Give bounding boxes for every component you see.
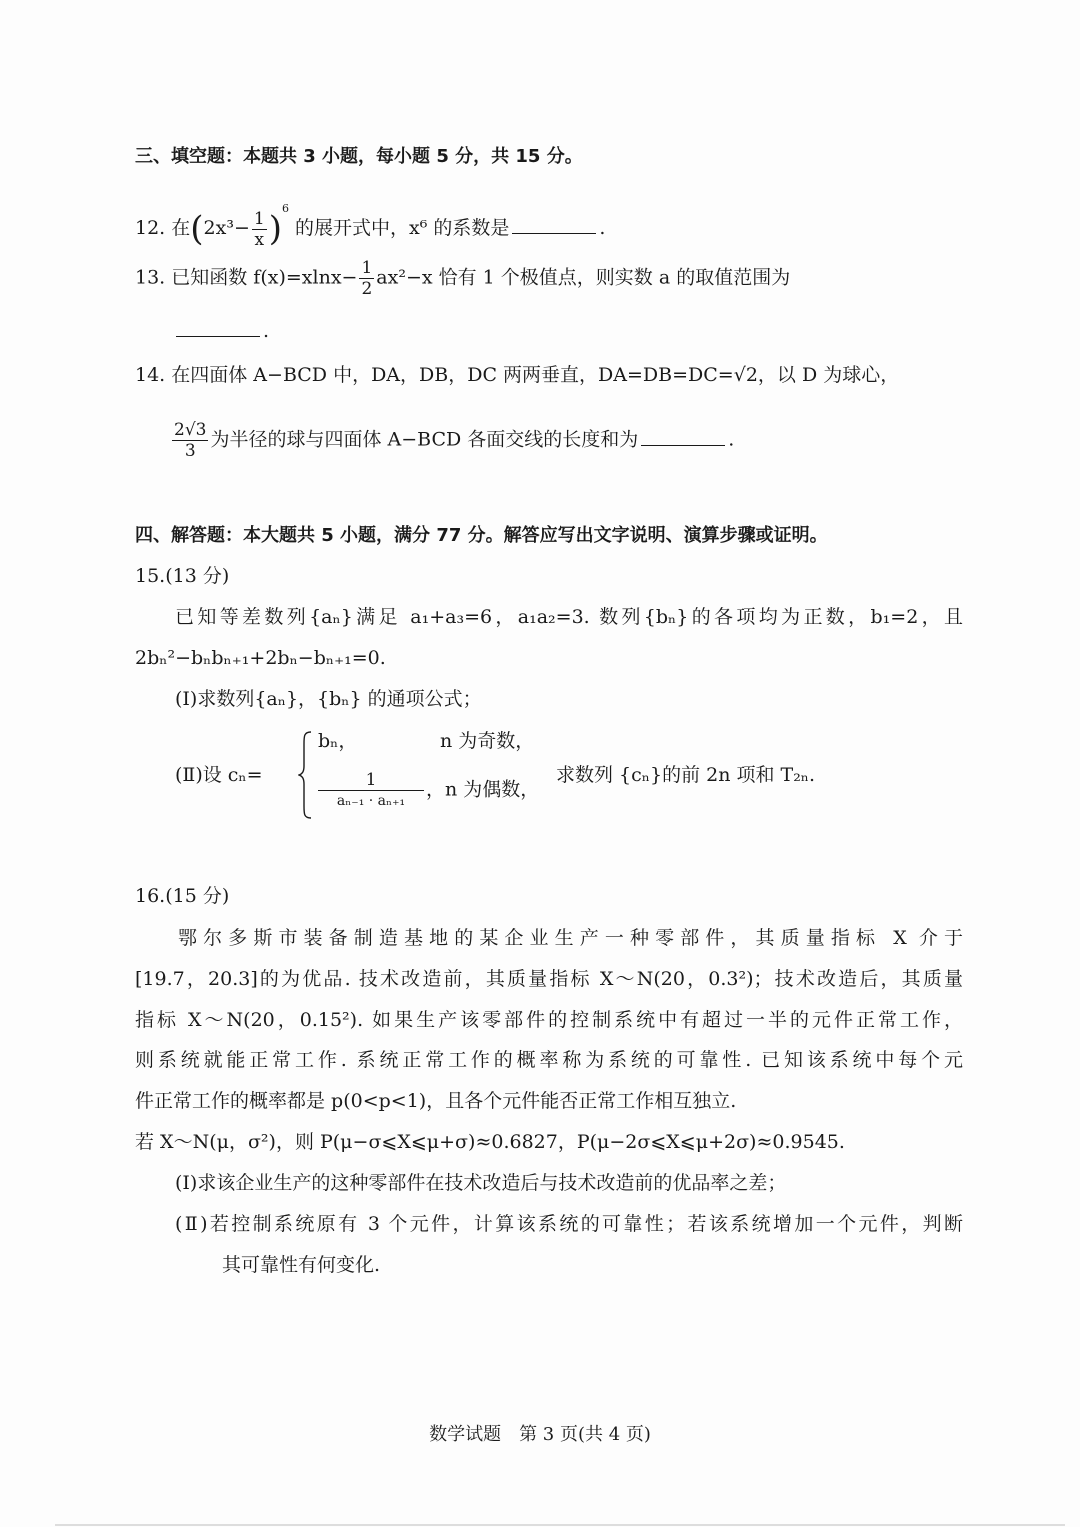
q16-header: 16.(15 分) bbox=[135, 885, 230, 907]
q15-part-2-prefix: (Ⅱ)设 cₙ= bbox=[175, 764, 263, 786]
left-paren: ( bbox=[190, 209, 204, 249]
section4-heading: 四、解答题：本大题共 5 小题，满分 77 分。解答应写出文字说明、演算步骤或证明。 bbox=[135, 525, 828, 546]
question-13 bbox=[135, 258, 790, 299]
q12-expr: 2x³− bbox=[203, 217, 250, 239]
q12-text: 在 bbox=[171, 217, 191, 239]
answer-blank[interactable] bbox=[176, 318, 260, 337]
q16-line: 件正常工作的概率都是 p(0<p<1)，且各个元件能否正常工作相互独立. bbox=[135, 1090, 737, 1112]
case-2-fraction bbox=[318, 770, 424, 811]
fraction-numerator: 2√3 bbox=[174, 420, 207, 440]
q16-line: 则系统就能正常工作. 系统正常工作的概率称为系统的可靠性. 已知该系统中每个元 bbox=[135, 1049, 963, 1071]
q14-text: 在四面体 A−BCD 中，DA，DB，DC 两两垂直，DA=DB=DC=√2，以 D 为球心， bbox=[171, 364, 900, 386]
q14-fraction bbox=[172, 420, 208, 461]
fraction-denominator: aₙ₋₁ · aₙ₊₁ bbox=[336, 793, 406, 809]
fraction-numerator: 1 bbox=[318, 770, 424, 791]
question-14 bbox=[135, 362, 899, 388]
q15-condition-1: n 为奇数， bbox=[440, 730, 535, 752]
q13-text: 已知函数 f(x)=xlnx− bbox=[171, 266, 358, 289]
question-12 bbox=[135, 196, 605, 250]
q15-paragraph-2: 2bₙ²−bₙbₙ₊₁+2bₙ−bₙ₊₁=0. bbox=[135, 647, 386, 669]
fraction-denominator: 3 bbox=[184, 441, 196, 461]
period: . bbox=[728, 428, 735, 451]
q13-fraction bbox=[359, 258, 374, 299]
q16-line: 鄂尔多斯市装备制造基地的某企业生产一种零部件，其质量指标 X 介于 bbox=[178, 927, 963, 949]
brace-icon bbox=[298, 730, 312, 820]
q15-header: 15.(13 分) bbox=[135, 565, 230, 587]
condition-2: ，n 为偶数， bbox=[426, 778, 540, 801]
answer-blank[interactable] bbox=[512, 215, 596, 234]
q15-case-2 bbox=[316, 770, 539, 811]
q15-case-1 bbox=[318, 728, 357, 754]
q13-text-post: ax²−x 恰有 1 个极值点，则实数 a 的取值范围为 bbox=[376, 266, 791, 289]
q13-number: 13. bbox=[135, 266, 166, 289]
q12-number: 12. bbox=[135, 217, 166, 239]
divider bbox=[55, 1524, 1065, 1526]
answer-blank[interactable] bbox=[641, 427, 725, 446]
q15-paragraph-1: 已知等差数列{aₙ}满足 a₁+a₃=6，a₁a₂=3. 数列{bₙ}的各项均为正数，b₁=2，且 bbox=[175, 606, 963, 628]
q16-line: [19.7，20.3]的为优品. 技术改造前，其质量指标 X～N(20，0.3²)；技术改造后，其质量 bbox=[135, 968, 963, 990]
section3-heading: 三、填空题：本题共 3 小题，每小题 5 分，共 15 分。 bbox=[135, 146, 583, 167]
period: . bbox=[599, 217, 606, 239]
q12-text-post: 的展开式中，x⁶ 的系数是 bbox=[288, 217, 510, 239]
right-paren: ) bbox=[268, 209, 282, 249]
case-1-value: bₙ， bbox=[318, 730, 358, 752]
q15-part-1: (Ⅰ)求数列{aₙ}，{bₙ} 的通项公式； bbox=[175, 688, 482, 710]
fraction-denominator: 2 bbox=[361, 279, 373, 299]
fraction-numerator: 1 bbox=[253, 208, 265, 229]
q16-part-2-cont: 其可靠性有何变化. bbox=[222, 1254, 381, 1276]
q16-line: 若 X～N(μ，σ²)，则 P(μ−σ⩽X⩽μ+σ)≈0.6827，P(μ−2σ⩽X⩽μ+2σ)≈0.9545. bbox=[135, 1131, 845, 1153]
q12-fraction bbox=[252, 209, 267, 250]
q16-part-2: (Ⅱ)若控制系统原有 3 个元件，计算该系统的可靠性；若该系统增加一个元件，判断 bbox=[175, 1213, 963, 1235]
fraction-denominator: x bbox=[254, 229, 265, 250]
q16-line: 指标 X～N(20，0.15²). 如果生产该零部件的控制系统中有超过一半的元件正常工作， bbox=[135, 1009, 963, 1031]
period: . bbox=[263, 320, 270, 342]
page-footer: 数学试题 第 3 页(共 4 页) bbox=[429, 1424, 651, 1445]
q16-part-1: (Ⅰ)求该企业生产的这种零部件在技术改造后与技术改造前的优品率之差； bbox=[175, 1172, 787, 1194]
q12-exponent: 6 bbox=[281, 202, 289, 215]
q14-line2 bbox=[170, 420, 734, 461]
q15-part-2-suffix: 求数列 {cₙ}的前 2n 项和 T₂ₙ. bbox=[556, 764, 816, 786]
q14-number: 14. bbox=[135, 364, 166, 386]
q14-text-2: 为半径的球与四面体 A−BCD 各面交线的长度和为 bbox=[210, 428, 639, 451]
fraction-numerator: 1 bbox=[361, 258, 373, 278]
q13-answer-line bbox=[173, 318, 269, 344]
